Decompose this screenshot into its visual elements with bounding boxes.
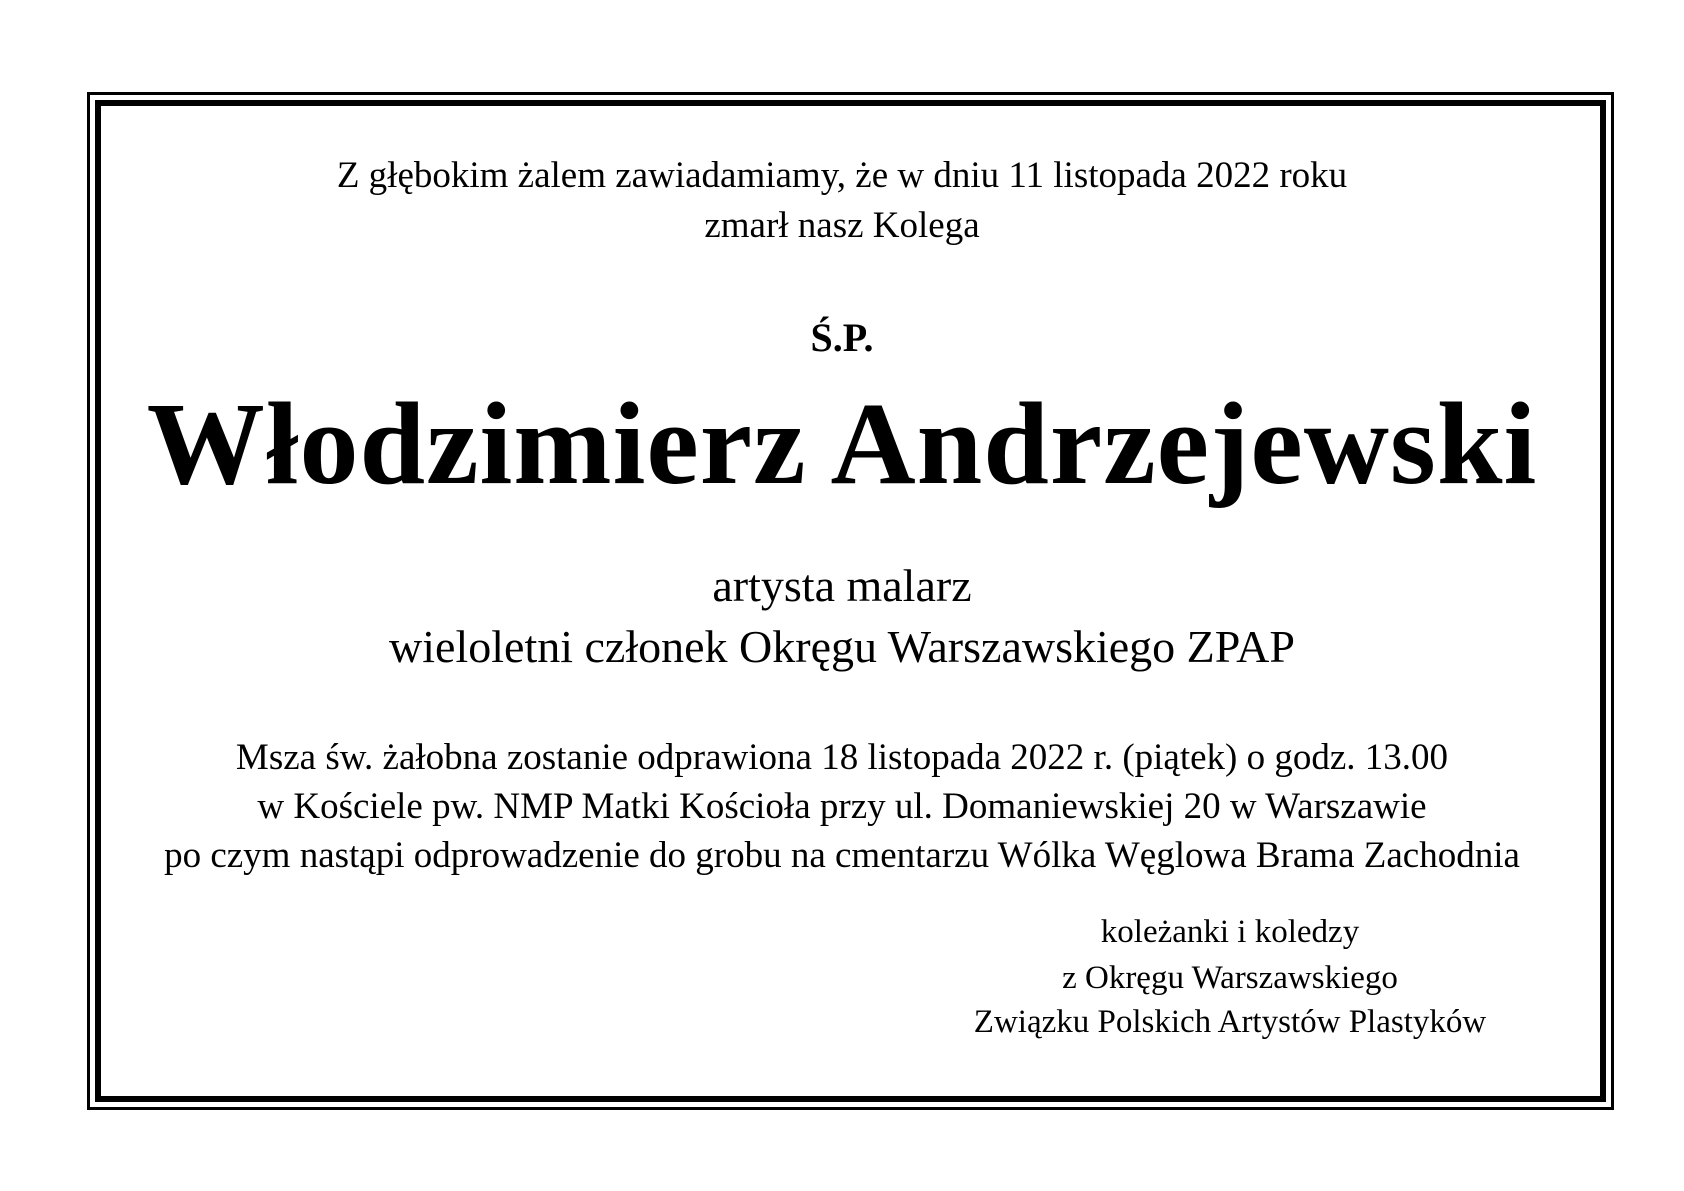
ceremony-line-3: po czym nastąpi odprowadzenie do grobu na cmentarzu Wólka Węglowa Brama Zachodnia — [164, 835, 1520, 876]
role-line-2: wieloletni członek Okręgu Warszawskiego ZPAP — [389, 621, 1295, 672]
sp-prefix: Ś.P. — [810, 315, 874, 360]
signature-line-2: z Okręgu Warszawskiego — [1062, 960, 1398, 996]
signature-line-3: Związku Polskich Artystów Plastyków — [973, 1004, 1487, 1040]
signature-line-1: koleżanki i koledzy — [1100, 914, 1360, 950]
intro-line-1: Z głębokim żalem zawiadamiamy, że w dniu 11 listopada 2022 roku — [336, 155, 1348, 196]
role-line-1: artysta malarz — [712, 560, 972, 611]
ceremony-line-1: Msza św. żałobna zostanie odprawiona 18 listopada 2022 r. (piątek) o godz. 13.00 — [235, 737, 1449, 778]
ceremony-line-2: w Kościele pw. NMP Matki Kościoła przy ul. Domaniewskiej 20 w Warszawie — [257, 786, 1427, 827]
intro-line-2: zmarł nasz Kolega — [704, 205, 980, 246]
deceased-name: Włodzimierz Andrzejewski — [146, 378, 1538, 509]
